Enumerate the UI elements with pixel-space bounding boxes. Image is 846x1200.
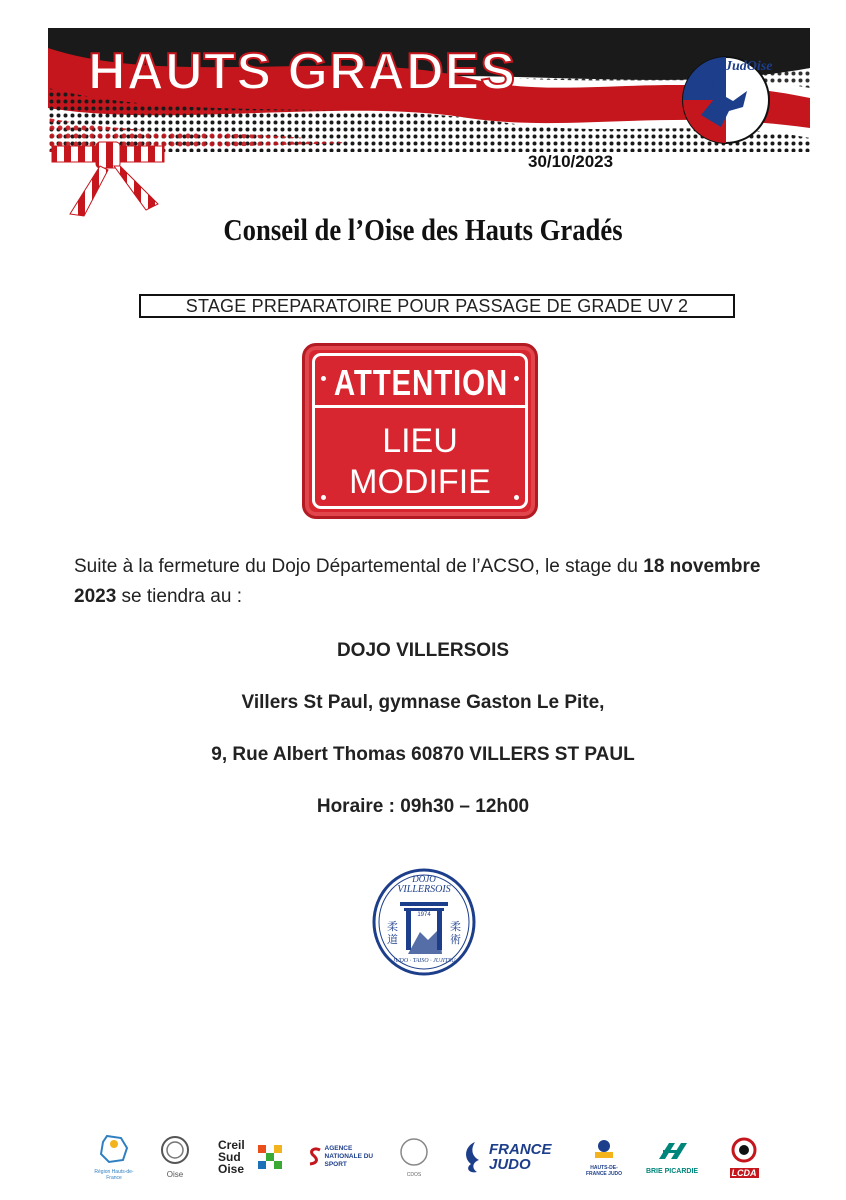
sponsor-cdos-logo: CDOS [394, 1130, 434, 1184]
svg-text:柔: 柔 [387, 920, 398, 933]
venue-address: 9, Rue Albert Thomas 60870 VILLERS ST PAUL [211, 744, 635, 765]
svg-text:術: 術 [450, 933, 461, 946]
rivet-icon [321, 376, 326, 381]
sponsor-hdf-judo-logo: HAUTS-DE-FRANCE JUDO [584, 1130, 624, 1184]
body-paragraph [74, 552, 774, 612]
creil-pattern-icon [258, 1145, 282, 1169]
belt-icon [50, 140, 170, 220]
sponsor-ca-logo: BRIE PICARDIE [640, 1130, 704, 1184]
body-text-part2: se tiendra au : [116, 586, 242, 607]
logo-year: 1974 [417, 912, 431, 918]
body-text-part1: Suite à la fermeture du Dojo Départemental de l’ACSO, le stage du [74, 556, 644, 577]
sponsor-oise-logo: Oise [156, 1130, 194, 1184]
sponsor-footer [0, 1130, 846, 1190]
rivet-icon [514, 495, 519, 500]
cdos-circle-icon [399, 1137, 429, 1167]
logo-top-text: DOJO [412, 874, 436, 884]
document-date: 30/10/2023 [528, 152, 614, 171]
sign-heading: ATTENTION [333, 362, 508, 403]
body-date: 18 novembre 2023 [74, 556, 761, 607]
region-map-icon [97, 1134, 131, 1164]
svg-text:柔: 柔 [450, 920, 461, 933]
sponsor-france-judo-logo: FRANCE JUDO [456, 1130, 564, 1184]
attention-sign [302, 343, 538, 519]
sign-line-2: MODIFIE [349, 463, 491, 501]
sign-border [312, 353, 528, 509]
sign-divider [315, 405, 525, 408]
svg-text:道: 道 [387, 933, 398, 946]
judo-oise-logo [681, 55, 771, 145]
ca-logo-icon [655, 1139, 689, 1163]
sponsor-lcda-logo: LCDA [722, 1130, 766, 1184]
subtitle-box: STAGE PREPARATOIRE POUR PASSAGE DE GRADE UV 2 [139, 294, 735, 318]
ans-s-icon [308, 1147, 322, 1167]
sponsor-ans-logo: AGENCE NATIONALE DU SPORT [306, 1130, 378, 1184]
hdf-judo-icon [591, 1138, 617, 1160]
logo-club-name: VILLERSOIS [397, 884, 451, 895]
logo-text: JudOise [725, 59, 773, 74]
france-judo-icon [461, 1140, 485, 1174]
sponsor-region-logo: Région Hauts-de-France [92, 1130, 136, 1184]
banner-title: HAUTS GRADES [88, 43, 517, 101]
lcda-circle-icon [731, 1137, 757, 1163]
rivet-icon [514, 376, 519, 381]
schedule: Horaire : 09h30 – 12h00 [316, 796, 530, 817]
venue-place: Villers St Paul, gymnase Gaston Le Pite, [241, 692, 605, 713]
sign-line-1: LIEU [382, 422, 458, 460]
rivet-icon [321, 495, 326, 500]
logo-bottom-text: JUDO · TAISO · JUJITSU [392, 958, 456, 964]
venue-name: DOJO VILLERSOIS [336, 640, 510, 661]
dojo-villersois-logo [372, 868, 476, 976]
oise-circle-icon [160, 1135, 190, 1165]
sponsor-creil-logo: Creil Sud Oise [216, 1130, 284, 1184]
page-title: Conseil de l’Oise des Hauts Gradés [223, 212, 623, 247]
